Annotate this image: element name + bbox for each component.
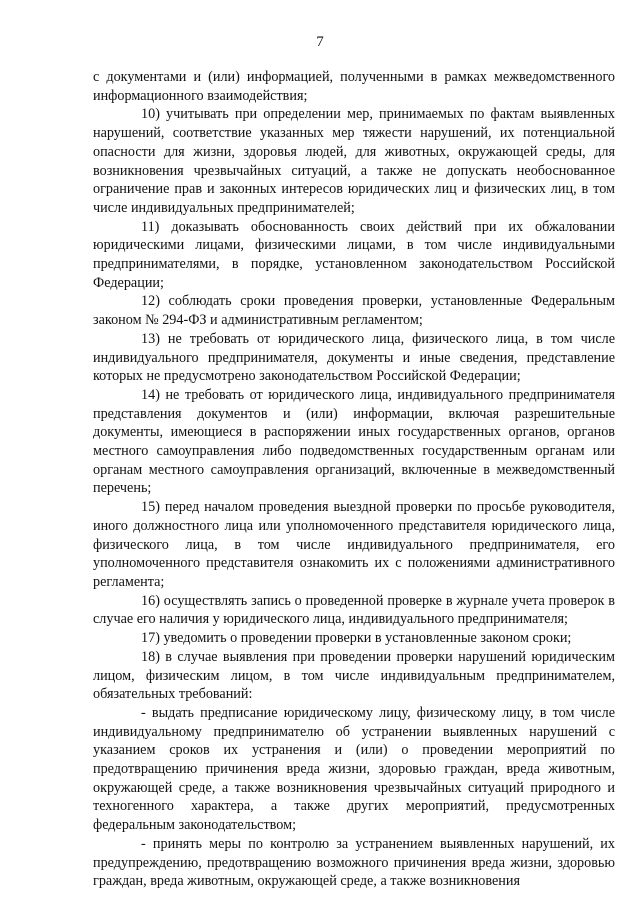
paragraph-item-13: 13) не требовать от юридического лица, физического лица, в том числе индивидуального предпринимателя, документы и иные сведения, представление которых не предусмотрено законодательством Российской Федерации;: [93, 330, 615, 385]
paragraph-subitem-take-measures: - принять меры по контролю за устранением выявленных нарушений, их предупреждению, предотвращению возможного причинения вреда жизни, здоровью граждан, вреда животным, окружающей среде, а также возникновения: [93, 835, 615, 890]
paragraph-item-18: 18) в случае выявления при проведении проверки нарушений юридическим лицом, физическим лицом, в том числе индивидуальным предпринимателем, обязательных требований:: [93, 648, 615, 703]
paragraph-subitem-issue-order: - выдать предписание юридическому лицу, физическому лицу, в том числе индивидуальному предпринимателю об устранении выявленных нарушений с указанием сроков их устранения и (или) о проведении мероприятий по предотвращению причинения вреда жизни, здоровью граждан, вреда животным, окружающей среде, а также возникновения чрезвычайных ситуаций природного и техногенного характера, а также других мероприятий, предусмотренных федеральным законодательством;: [93, 704, 615, 834]
page-number: 7: [316, 34, 324, 50]
paragraph-item-14: 14) не требовать от юридического лица, индивидуального предпринимателя представления документов и (или) информации, включая разрешительные документы, имеющиеся в распоряжении иных государственных органов, органов местного самоуправления либо подведомственных государственным органам или органам местного самоуправления организаций, включенные в межведомственный перечень;: [93, 386, 615, 497]
document-body: [93, 68, 615, 891]
paragraph-item-12: 12) соблюдать сроки проведения проверки, установленные Федеральным законом № 294-ФЗ и административным регламентом;: [93, 293, 615, 329]
paragraph-item-15: 15) перед началом проведения выездной проверки по просьбе руководителя, иного должностного лица или уполномоченного представителя юридического лица, физического лица, в том числе индивидуального предпринимателя, его уполномоченного представителя ознакомить их с положениями административного регламента;: [93, 499, 615, 590]
paragraph-continuation: с документами и (или) информацией, полученными в рамках межведомственного информационного взаимодействия;: [93, 69, 615, 104]
paragraph-item-11: 11) доказывать обоснованность своих действий при их обжаловании юридическими лицами, физическими лицами, в том числе индивидуальными предпринимателями, в порядке, установленном законодательством Российской Федерации;: [93, 218, 615, 291]
paragraph-item-16: 16) осуществлять запись о проведенной проверке в журнале учета проверок в случае его наличия у юридического лица, индивидуального предпринимателя;: [93, 592, 615, 628]
paragraph-item-10: 10) учитывать при определении мер, принимаемых по фактам выявленных нарушений, соответствие указанных мер тяжести нарушений, их потенциальной опасности для жизни, здоровья людей, для животных, окружающей среды, для возникновения чрезвычайных ситуаций, а также не допускать необоснованное ограничение прав и законных интересов юридических лиц и физических лиц, в том числе индивидуальных предпринимателей;: [93, 106, 615, 216]
paragraph-item-17: 17) уведомить о проведении проверки в установленные законом сроки;: [141, 630, 572, 647]
